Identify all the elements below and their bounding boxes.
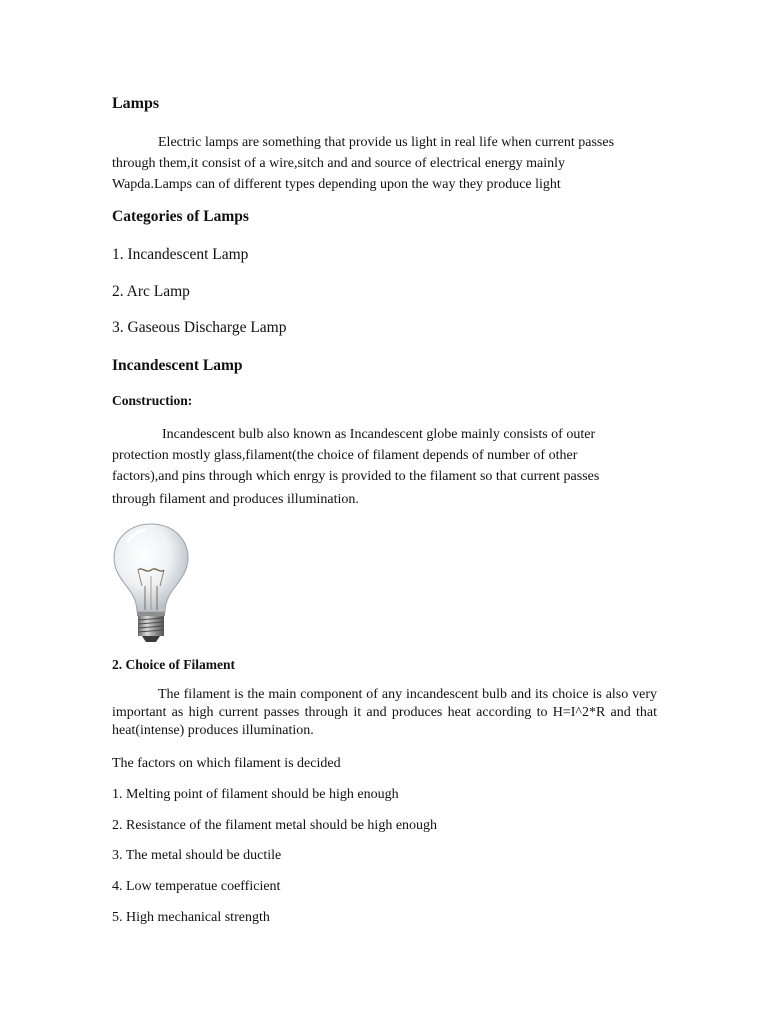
construction-line-3: factors),and pins through which enrgy is provided to the filament so that current passes (112, 469, 600, 484)
factor-item: 2. Resistance of the filament metal should be high enough (112, 818, 438, 833)
category-item: 3. Gaseous Discharge Lamp (112, 319, 287, 336)
page-title: Lamps (112, 95, 160, 112)
factor-item: 5. High mechanical strength (112, 910, 270, 925)
factor-item: 3. The metal should be ductile (112, 848, 282, 863)
factors-intro: The factors on which filament is decided (112, 756, 341, 771)
category-item: 2. Arc Lamp (112, 283, 190, 300)
intro-line-1: Electric lamps are something that provide us light in real life when current passes (158, 135, 615, 150)
construction-line-1: Incandescent bulb also known as Incandescent globe mainly consists of outer (162, 427, 596, 442)
light-bulb-image (108, 520, 194, 644)
construction-heading: Construction: (112, 393, 193, 408)
construction-line-4: through filament and produces illumination. (112, 492, 359, 507)
construction-line-2: protection mostly glass,filament(the choice of filament depends of number of other (112, 448, 578, 463)
factor-item: 1. Melting point of filament should be high enough (112, 787, 399, 802)
categories-heading: Categories of Lamps (112, 208, 249, 225)
factor-item: 4. Low temperatue coefficient (112, 879, 281, 894)
filament-paragraph: The filament is the main component of any incandescent bulb and its choice is also very important as high current passes through it and produces heat according to H=I^2*R and that heat(intense) produces illumination. (112, 687, 657, 738)
intro-line-3: Wapda.Lamps can of different types depending upon the way they produce light (112, 177, 561, 192)
incandescent-heading: Incandescent Lamp (112, 357, 243, 374)
intro-line-2: through them,it consist of a wire,sitch and and source of electrical energy mainly (112, 156, 566, 171)
filament-heading: 2. Choice of Filament (112, 657, 235, 672)
category-item: 1. Incandescent Lamp (112, 246, 249, 263)
